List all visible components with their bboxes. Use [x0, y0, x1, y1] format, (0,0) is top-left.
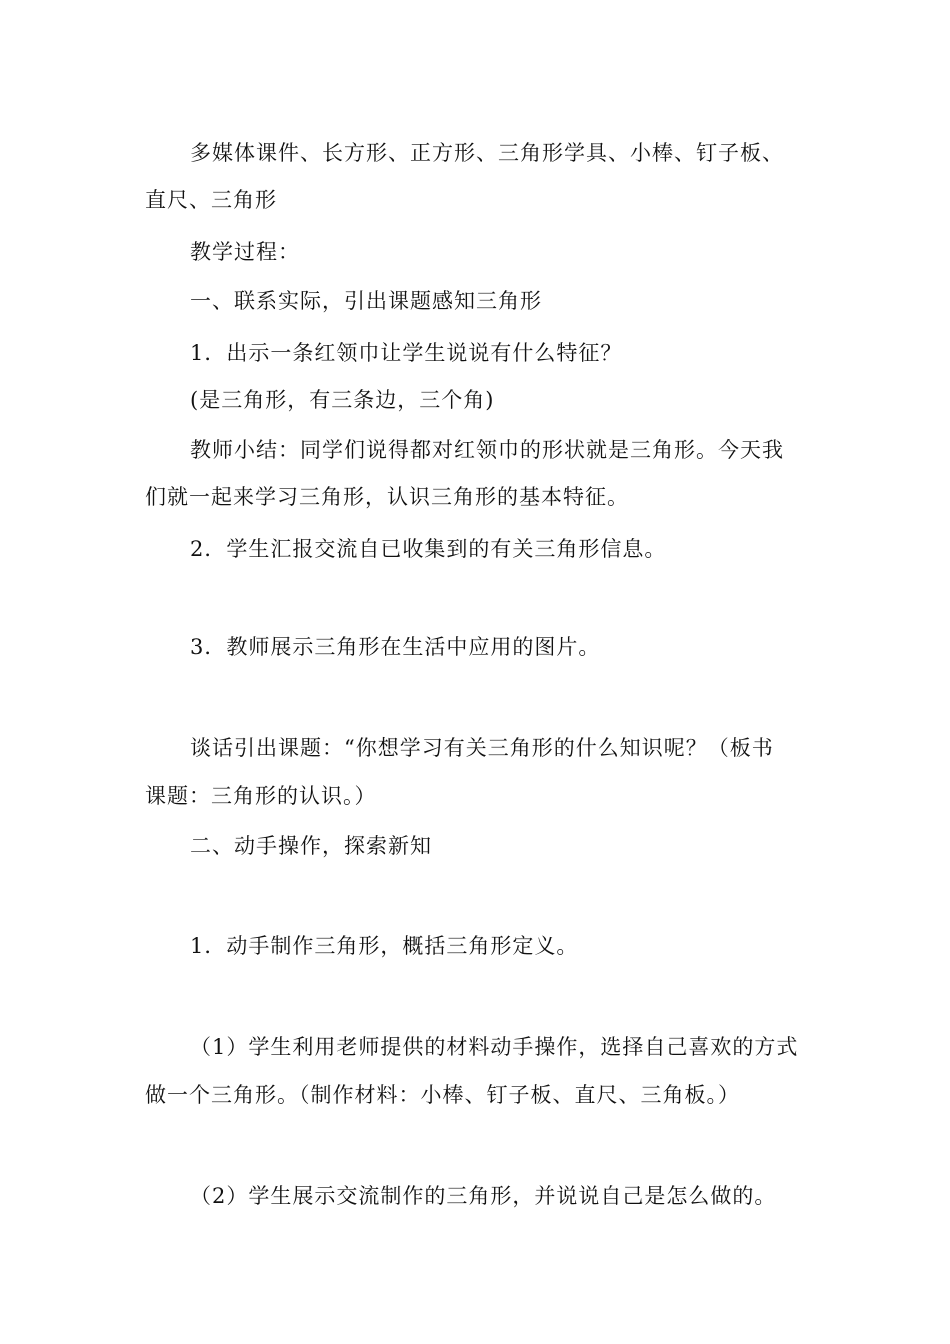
teacher-summary-line-1: 教师小结：同学们说得都对红领巾的形状就是三角形。今天我: [190, 438, 784, 462]
step-3-text: 3．教师展示三角形在生活中应用的图片。: [190, 635, 601, 659]
section-1-heading: 一、联系实际，引出课题感知三角形: [190, 289, 542, 313]
activity-1-1-line-1: （1）学生利用老师提供的材料动手操作，选择自己喜欢的方式: [190, 1035, 799, 1059]
step-2-text: 2．学生汇报交流自已收集到的有关三角形信息。: [190, 537, 667, 561]
step-1-answer: (是三角形，有三条边，三个角): [190, 388, 495, 412]
step-1-text: 1．出示一条红领巾让学生说说有什么特征？: [190, 341, 623, 365]
topic-intro-line-2: 课题：三角形的认识。）: [145, 784, 377, 808]
topic-intro-line-1: 谈话引出课题：“你想学习有关三角形的什么知识呢？（板书: [190, 736, 774, 760]
teacher-summary-line-2: 们就一起来学习三角形，认识三角形的基本特征。: [145, 485, 629, 509]
activity-1-text: 1．动手制作三角形，概括三角形定义。: [190, 934, 579, 958]
section-2-heading: 二、动手操作，探索新知: [190, 834, 432, 858]
materials-line-2: 直尺、三角形: [145, 188, 277, 212]
teaching-process-heading: 教学过程：: [190, 240, 300, 264]
activity-1-2-text: （2）学生展示交流制作的三角形，并说说自己是怎么做的。: [190, 1184, 777, 1208]
materials-line-1: 多媒体课件、长方形、正方形、三角形学具、小棒、钉子板、: [190, 141, 784, 165]
activity-1-1-line-2: 做一个三角形。（制作材料：小棒、钉子板、直尺、三角板。）: [145, 1083, 740, 1107]
